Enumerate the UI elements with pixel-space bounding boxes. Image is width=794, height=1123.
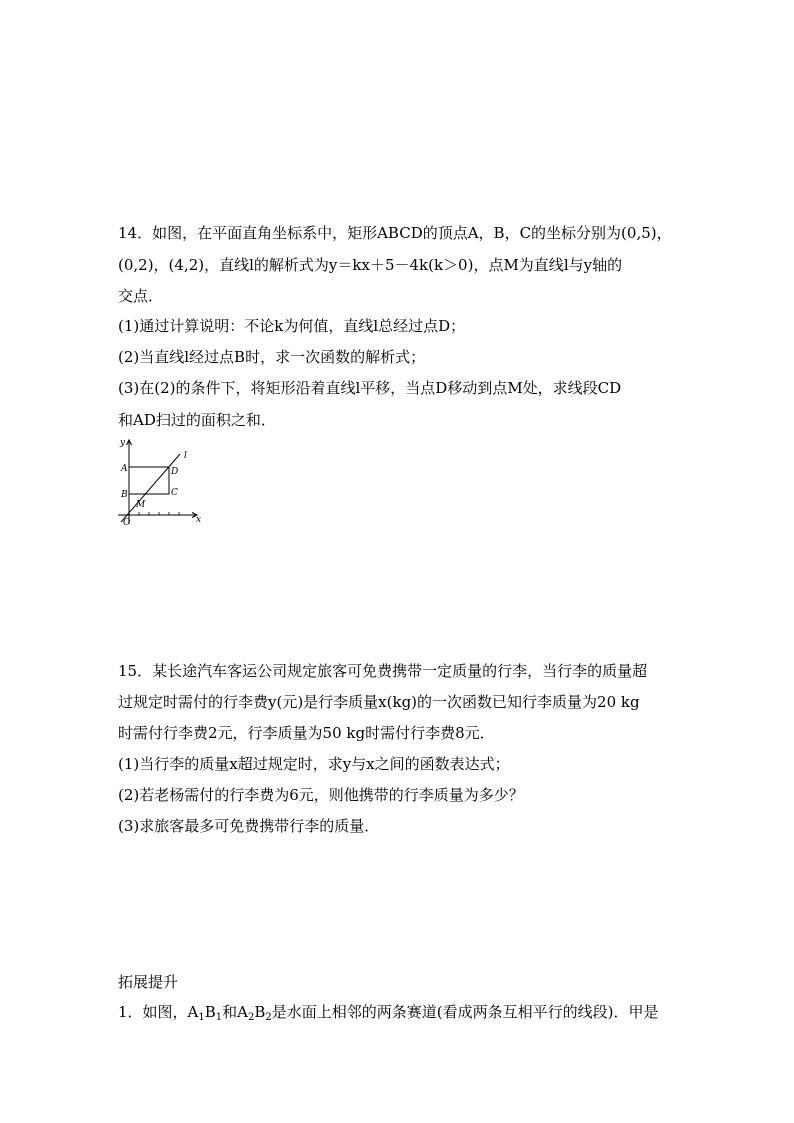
q15-line-4: (1)当行李的质量x超过规定时，求y与x之间的函数表达式； [118,755,510,773]
q14-line-4: (1)通过计算说明：不论k为何值，直线l总经过点D； [118,317,466,335]
q14-line-1: 14．如图，在平面直角坐标系中，矩形ABCD的顶点A，B，C的坐标分别为(0,5)， [118,224,672,242]
label-l: l [184,451,187,461]
section-heading: 拓展提升 [118,973,179,991]
q15-line-2: 过规定时需付的行李费y(元)是行李质量x(kg)的一次函数已知行李质量为20 kg [118,693,640,711]
q14-line-7: 和AD扫过的面积之和． [118,411,276,429]
label-m: M [136,500,146,510]
q14-line-2: (0,2)，(4,2)，直线l的解析式为y＝kx＋5－4k(k＞0)，点M为直线l与y轴的 [118,256,623,274]
q14-coordinate-figure [112,436,206,528]
label-a: A [121,464,128,474]
q14-line-5: (2)当直线l经过点B时，求一次函数的解析式； [118,348,426,366]
label-d: D [171,467,179,477]
q15-line-5: (2)若老杨需付的行李费为6元，则他携带的行李质量为多少？ [118,786,524,804]
label-y: y [120,438,126,448]
extension-q1-line-1: 1．如图，$A_1B_1$和$A_2B_2$是水面上相邻的两条赛道(看成两条互相平行的线段)．甲是 [118,1003,659,1023]
q14-line-3: 交点． [118,287,164,305]
label-o: O [123,518,131,528]
q14-line-6: (3)在(2)的条件下，将矩形沿着直线l平移，当点D移动到点M处，求线段CD [118,379,622,397]
q15-line-6: (3)求旅客最多可免费携带行李的质量． [118,817,380,835]
label-x: x [196,515,202,525]
q15-line-1: 15．某长途汽车客运公司规定旅客可免费携带一定质量的行李，当行李的质量超 [118,662,648,680]
label-b: B [121,490,128,500]
label-c: C [171,488,178,498]
q15-line-3: 时需付行李费2元，行李质量为50 kg时需付行李费8元． [118,724,495,742]
